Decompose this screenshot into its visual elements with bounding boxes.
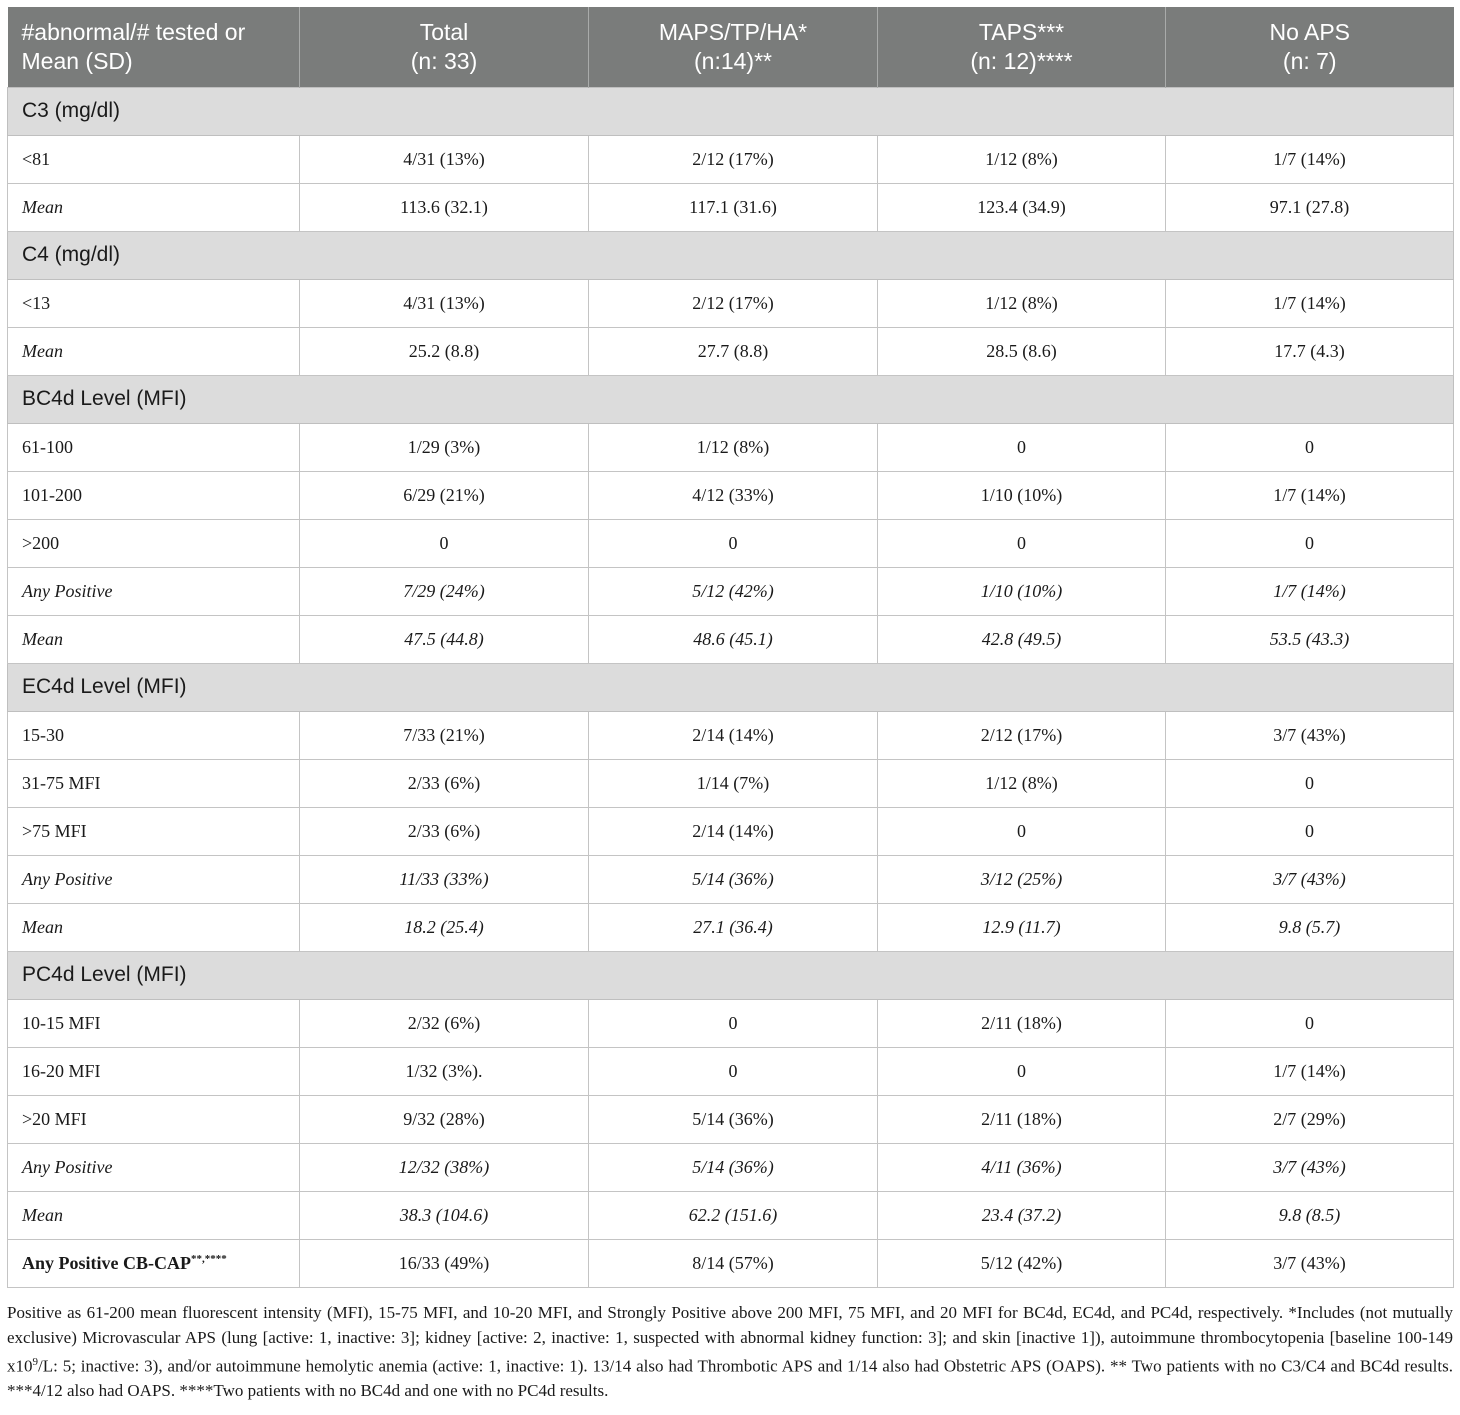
row-value: 1/7 (14%) <box>1166 279 1454 327</box>
table-row <box>8 1095 1454 1143</box>
row-label: >75 MFI <box>8 807 300 855</box>
row-value: 97.1 (27.8) <box>1166 183 1454 231</box>
header-n: (n:14)** <box>694 47 772 74</box>
section-row <box>8 87 1454 135</box>
section-row <box>8 375 1454 423</box>
row-label: 16-20 MFI <box>8 1047 300 1095</box>
header-taps <box>878 7 1166 87</box>
header-name: TAPS*** <box>978 18 1065 45</box>
row-value: 47.5 (44.8) <box>300 615 589 663</box>
table-row <box>8 807 1454 855</box>
row-value: 4/11 (36%) <box>878 1143 1166 1191</box>
table-row <box>8 327 1454 375</box>
row-value: 2/14 (14%) <box>589 807 878 855</box>
row-value: 1/32 (3%). <box>300 1047 589 1095</box>
table-row <box>8 423 1454 471</box>
table-row <box>8 999 1454 1047</box>
row-value: 28.5 (8.6) <box>878 327 1166 375</box>
row-value: 1/7 (14%) <box>1166 471 1454 519</box>
row-value: 1/7 (14%) <box>1166 135 1454 183</box>
row-value: 2/32 (6%) <box>300 999 589 1047</box>
row-value: 2/7 (29%) <box>1166 1095 1454 1143</box>
row-value: 5/14 (36%) <box>589 1143 878 1191</box>
row-value: 0 <box>589 1047 878 1095</box>
row-value: 9.8 (5.7) <box>1166 903 1454 951</box>
table-row <box>8 183 1454 231</box>
row-label: Mean <box>8 183 300 231</box>
row-value: 9.8 (8.5) <box>1166 1191 1454 1239</box>
footnote-text: Positive as 61-200 mean fluorescent intensity (MFI), 15-75 MFI, and 10-20 MFI, and Strongly Positive above 200 MFI, 75 MFI, and 20 MFI for BC4d, EC4d, and PC4d, respectively. *Includes (not mutually exclusive) Microvascular APS (lung [active: 1, inactive: 3]; kidney [active: 2, inactive: 1, suspected with abnormal kidney function: 3]; and skin [inactive 1]), autoimmune thrombocytopenia [baseline 100-149 x10 <box>7 1302 1453 1376</box>
row-value: 1/12 (8%) <box>589 423 878 471</box>
row-value: 0 <box>1166 423 1454 471</box>
table-row <box>8 903 1454 951</box>
section-row <box>8 231 1454 279</box>
table-row <box>8 1191 1454 1239</box>
row-label: Mean <box>8 327 300 375</box>
row-value: 42.8 (49.5) <box>878 615 1166 663</box>
row-value: 2/11 (18%) <box>878 999 1166 1047</box>
row-value: 0 <box>300 519 589 567</box>
table-row <box>8 615 1454 663</box>
row-value: 3/7 (43%) <box>1166 1239 1454 1287</box>
row-value: 0 <box>878 807 1166 855</box>
row-value: 38.3 (104.6) <box>300 1191 589 1239</box>
footnote-superscript: 9 <box>32 1355 38 1368</box>
row-value: 7/29 (24%) <box>300 567 589 615</box>
row-label: Mean <box>8 1191 300 1239</box>
row-value: 7/33 (21%) <box>300 711 589 759</box>
row-value: 8/14 (57%) <box>589 1239 878 1287</box>
row-label: Any Positive <box>8 1143 300 1191</box>
header-name: MAPS/TP/HA* <box>658 18 808 45</box>
row-value: 2/12 (17%) <box>589 279 878 327</box>
row-value: 5/14 (36%) <box>589 855 878 903</box>
row-value: 123.4 (34.9) <box>878 183 1166 231</box>
row-label: >200 <box>8 519 300 567</box>
row-value: 0 <box>878 519 1166 567</box>
row-value: 25.2 (8.8) <box>300 327 589 375</box>
row-value: 12/32 (38%) <box>300 1143 589 1191</box>
row-value: 2/14 (14%) <box>589 711 878 759</box>
section-title: BC4d Level (MFI) <box>8 375 1454 423</box>
row-value: 3/7 (43%) <box>1166 711 1454 759</box>
row-value: 3/12 (25%) <box>878 855 1166 903</box>
row-value: 0 <box>589 999 878 1047</box>
row-value: 5/14 (36%) <box>589 1095 878 1143</box>
row-label: 31-75 MFI <box>8 759 300 807</box>
section-row <box>8 951 1454 999</box>
final-row-label-superscript: **,**** <box>191 1252 227 1265</box>
row-label: <13 <box>8 279 300 327</box>
row-value: 2/33 (6%) <box>300 759 589 807</box>
row-value: 3/7 (43%) <box>1166 855 1454 903</box>
row-label: 15-30 <box>8 711 300 759</box>
table-row <box>8 279 1454 327</box>
row-value: 11/33 (33%) <box>300 855 589 903</box>
row-value: 53.5 (43.3) <box>1166 615 1454 663</box>
row-label: 61-100 <box>8 423 300 471</box>
row-label: Mean <box>8 615 300 663</box>
final-row-label <box>8 1239 300 1287</box>
table-row <box>8 519 1454 567</box>
section-title: PC4d Level (MFI) <box>8 951 1454 999</box>
row-value: 113.6 (32.1) <box>300 183 589 231</box>
row-value: 27.7 (8.8) <box>589 327 878 375</box>
row-value: 1/12 (8%) <box>878 135 1166 183</box>
row-value: 0 <box>878 423 1166 471</box>
row-value: 0 <box>1166 759 1454 807</box>
table-row <box>8 135 1454 183</box>
header-name: No APS <box>1269 18 1351 45</box>
row-value: 0 <box>589 519 878 567</box>
row-value: 2/33 (6%) <box>300 807 589 855</box>
row-value: 12.9 (11.7) <box>878 903 1166 951</box>
row-value: 0 <box>878 1047 1166 1095</box>
header-n: (n: 7) <box>1282 47 1337 74</box>
row-value: 4/31 (13%) <box>300 135 589 183</box>
row-value: 1/10 (10%) <box>878 471 1166 519</box>
table-row <box>8 855 1454 903</box>
header-n: (n: 33) <box>410 47 478 74</box>
row-value: 1/7 (14%) <box>1166 1047 1454 1095</box>
section-title: C4 (mg/dl) <box>8 231 1454 279</box>
header-no-aps <box>1166 7 1454 87</box>
row-label: Any Positive <box>8 567 300 615</box>
row-value: 4/31 (13%) <box>300 279 589 327</box>
footnote-text: /L: 5; inactive: 3), and/or autoimmune hemolytic anemia (active: 1, inactive: 1). 13/14 also had Thrombotic APS and 1/14 also had Obstetric APS (OAPS). ** Two patients with no C3/C4 and BC4d results. ***4/12 also had OAPS. ****Two patients with no BC4d and one with no PC4d results. <box>7 1356 1453 1401</box>
row-value: 1/7 (14%) <box>1166 567 1454 615</box>
table-row <box>8 1143 1454 1191</box>
results-table-page <box>7 7 1453 1403</box>
section-row <box>8 663 1454 711</box>
row-label: 10-15 MFI <box>8 999 300 1047</box>
row-value: 0 <box>1166 519 1454 567</box>
table-row <box>8 471 1454 519</box>
row-value: 62.2 (151.6) <box>589 1191 878 1239</box>
header-name: Total <box>419 18 469 45</box>
results-table <box>7 7 1454 1288</box>
row-value: 117.1 (31.6) <box>589 183 878 231</box>
row-value: 1/14 (7%) <box>589 759 878 807</box>
row-value: 48.6 (45.1) <box>589 615 878 663</box>
row-value: 1/10 (10%) <box>878 567 1166 615</box>
row-value: 17.7 (4.3) <box>1166 327 1454 375</box>
row-label: Any Positive <box>8 855 300 903</box>
row-value: 1/12 (8%) <box>878 759 1166 807</box>
table-row <box>8 759 1454 807</box>
row-value: 18.2 (25.4) <box>300 903 589 951</box>
row-label: Mean <box>8 903 300 951</box>
header-label-column: #abnormal/# tested or Mean (SD) <box>8 7 300 87</box>
table-footnote <box>7 1300 1453 1404</box>
row-value: 5/12 (42%) <box>589 567 878 615</box>
final-row-label-text: Any Positive CB-CAP <box>22 1252 191 1273</box>
row-value: 1/29 (3%) <box>300 423 589 471</box>
row-label: <81 <box>8 135 300 183</box>
row-value: 2/11 (18%) <box>878 1095 1166 1143</box>
table-body <box>8 87 1454 1287</box>
row-value: 2/12 (17%) <box>589 135 878 183</box>
row-value: 5/12 (42%) <box>878 1239 1166 1287</box>
row-value: 9/32 (28%) <box>300 1095 589 1143</box>
row-value: 1/12 (8%) <box>878 279 1166 327</box>
section-title: EC4d Level (MFI) <box>8 663 1454 711</box>
row-value: 2/12 (17%) <box>878 711 1166 759</box>
row-value: 6/29 (21%) <box>300 471 589 519</box>
table-row <box>8 567 1454 615</box>
row-value: 27.1 (36.4) <box>589 903 878 951</box>
row-value: 4/12 (33%) <box>589 471 878 519</box>
row-value: 23.4 (37.2) <box>878 1191 1166 1239</box>
header-maps <box>589 7 878 87</box>
table-row <box>8 1047 1454 1095</box>
row-value: 16/33 (49%) <box>300 1239 589 1287</box>
row-value: 0 <box>1166 807 1454 855</box>
row-label: >20 MFI <box>8 1095 300 1143</box>
header-row <box>8 7 1454 87</box>
row-label: 101-200 <box>8 471 300 519</box>
row-value: 0 <box>1166 999 1454 1047</box>
header-total <box>300 7 589 87</box>
section-title: C3 (mg/dl) <box>8 87 1454 135</box>
table-row <box>8 711 1454 759</box>
final-row <box>8 1239 1454 1287</box>
header-n: (n: 12)**** <box>970 47 1073 74</box>
row-value: 3/7 (43%) <box>1166 1143 1454 1191</box>
